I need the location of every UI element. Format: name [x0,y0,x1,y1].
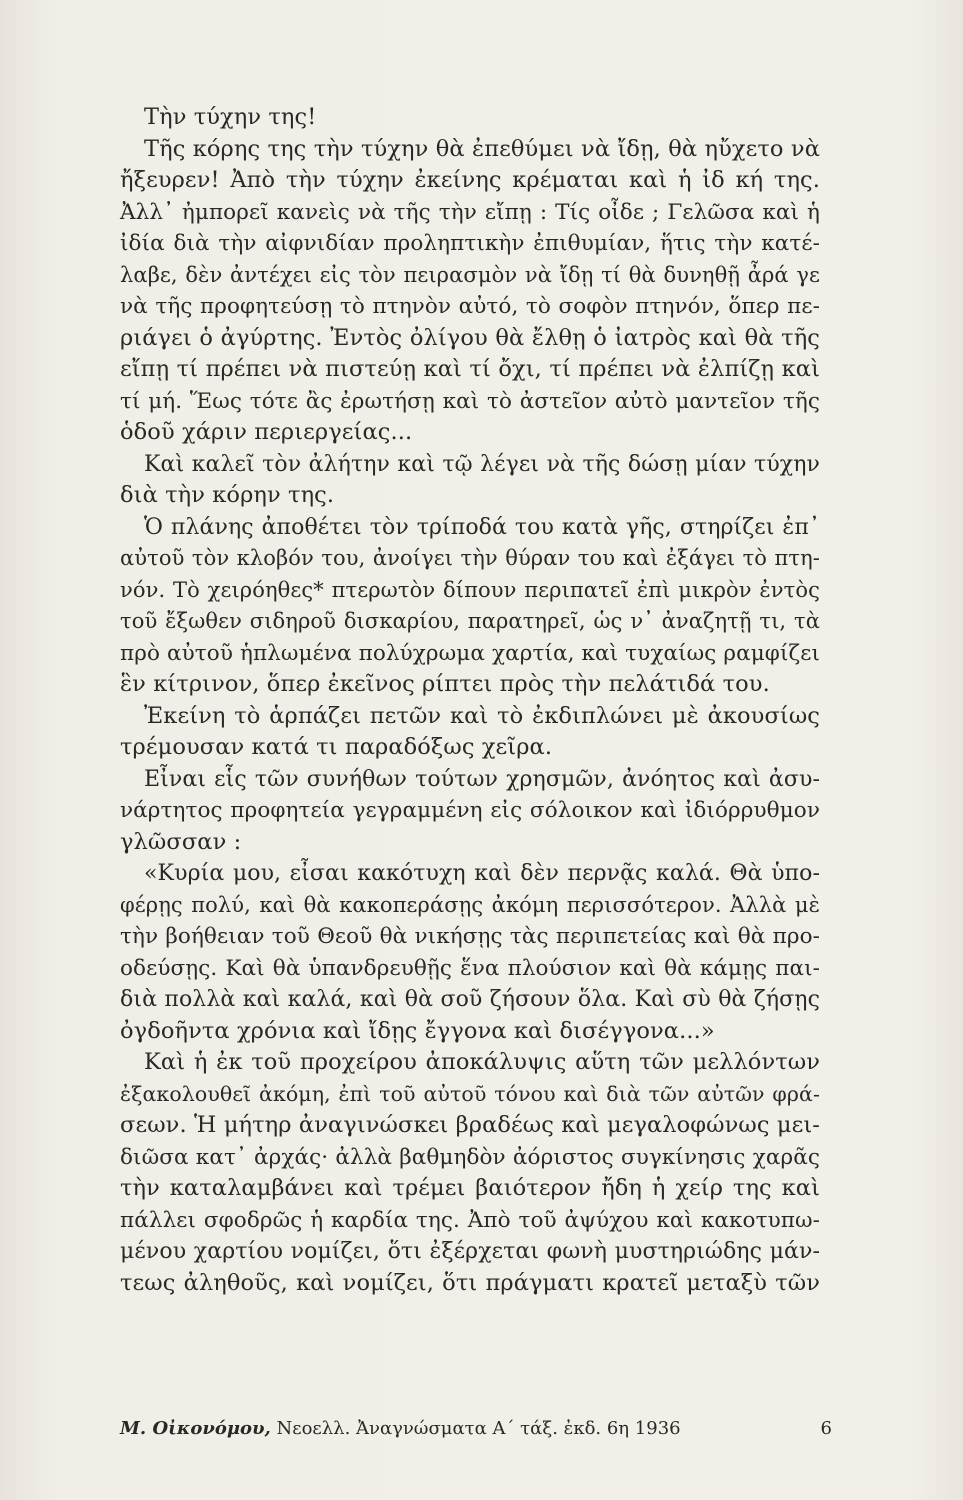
text-line: Τῆς κόρης της τὴν τύχην θὰ ἐπεθύμει νὰ ἴδῃ, θὰ ηὔχετο νὰ [144,135,820,162]
text-line: Ἐκείνη τὸ ἁρπάζει πετῶν καὶ τὸ ἐκδιπλώνει μὲ ἀκουσίως [144,702,820,729]
footer-title: Νεοελλ. Ἀναγνώσματα Α΄ τάξ. ἐκδ. 6η 1936 [276,1418,681,1439]
text-line: Εἶναι εἷς τῶν συνήθων τούτων χρησμῶν, ἀνόητος καὶ ἀσυ- [144,766,820,792]
text-line: πρὸ αὐτοῦ ἡπλωμένα πολύχρωμα χαρτία, καὶ τυχαίως ραμφίζει [120,640,820,666]
text-line: ὁδοῦ χάριν περιεργείας... [120,419,413,445]
text-line: τοῦ ἔξωθεν σιδηροῦ δισκαρίου, παρατηρεῖ, ὡς ν᾽ ἀναζητῇ τι, τὰ [120,609,820,633]
text-line: Καὶ καλεῖ τὸν ἀλήτην καὶ τῷ λέγει νὰ τῆς δώσῃ μίαν τύχην [144,451,820,477]
text-line: σεων. Ἡ μήτηρ ἀναγινώσκει βραδέως καὶ μεγαλοφώνως μει- [120,1112,820,1138]
footer-author: Μ. Οἰκονόμου, [120,1418,271,1439]
text-line: Ἀλλ᾽ ἠμπορεῖ κανεὶς νὰ τῆς τὴν εἴπῃ : Τίς οἶδε ; Γελῶσα καὶ ἡ [120,199,820,225]
text-line: ριάγει ὁ ἀγύρτης. Ἐντὸς ὀλίγου θὰ ἔλθῃ ὁ ἰατρὸς καὶ θὰ τῆς [120,324,820,351]
text-line: «Κυρία μου, εἶσαι κακότυχη καὶ δὲν περνᾷς καλά. Θὰ ὑπο- [144,861,820,886]
text-line: ἓν κίτρινον, ὅπερ ἐκεῖνος ρίπτει πρὸς τὴν πελάτιδά του. [120,671,770,697]
text-line: γλῶσσαν : [120,828,242,855]
text-line: τὴν βοήθειαν τοῦ Θεοῦ θὰ νικήσῃς τὰς περιπετείας καὶ θὰ προ- [120,924,820,949]
text-line: πάλλει σφοδρῶς ἡ καρδία της. Ἀπὸ τοῦ ἀψύχου καὶ κακοτυπω- [120,1207,820,1233]
text-line: διὰ πολλὰ καὶ καλά, καὶ θὰ σοῦ ζήσουν ὅλα. Καὶ σὺ θὰ ζήσῃς [120,987,820,1012]
page-footer [120,1418,832,1448]
text-line: αὐτοῦ τὸν κλοβόν του, ἀνοίγει τὴν θύραν του καὶ ἐξάγει τὸ πτη- [120,546,820,570]
text-line: λαβε, δὲν ἀντέχει εἰς τὸν πειρασμὸν νὰ ἴδῃ τί θὰ δυνηθῇ ἆρά γε [120,262,820,287]
text-line: Τὴν τύχην της! [144,104,317,130]
text-line: τί μή. Ἕως τότε ἂς ἐρωτήσῃ καὶ τὸ ἀστεῖον αὐτὸ μαντεῖον τῆς [120,388,820,414]
text-line: μένου χαρτίου νομίζει, ὅτι ἐξέρχεται φωνὴ μυστηριώδης μάν- [120,1239,820,1264]
text-line: νόν. Τὸ χειρόηθες* πτερωτὸν δίπουν περιπατεῖ ἐπὶ μικρὸν ἐντὸς [120,577,820,602]
text-line: ἤξευρεν! Ἀπὸ τὴν τύχην ἐκείνης κρέμαται καὶ ἡ ἰδ κή της. [120,167,820,193]
text-line: εἴπῃ τί πρέπει νὰ πιστεύῃ καὶ τί ὄχι, τί πρέπει νὰ ἐλπίζῃ καὶ [120,356,820,382]
text-line: φέρῃς πολύ, καὶ θὰ κακοπεράσῃς ἀκόμη περισσότερον. Ἀλλὰ μὲ [120,892,820,917]
text-line: τρέμουσαν κατά τι παραδόξως χεῖρα. [120,734,553,760]
text-line: ἰδία διὰ τὴν αἰφνιδίαν προληπτικὴν ἐπιθυμίαν, ἥτις τὴν κατέ- [120,231,820,256]
text-line: τὴν καταλαμβάνει καὶ τρέμει βαιότερον ἤδη ἡ χείρ της καὶ [120,1175,820,1201]
text-line: οδεύσῃς. Καὶ θὰ ὑπανδρευθῇς ἕνα πλούσιον καὶ θὰ κάμῃς παι- [120,955,820,981]
text-line: ὀγδοῆντα χρόνια καὶ ἴδῃς ἔγγονα καὶ δισέγγονα...» [120,1017,715,1044]
text-line: νὰ τῆς προφητεύσῃ τὸ πτηνὸν αὐτό, τὸ σοφὸν πτηνόν, ὅπερ πε- [120,294,820,319]
text-line: Καὶ ἡ ἐκ τοῦ προχείρου ἀποκάλυψις αὕτη τῶν μελλόντων [144,1049,820,1075]
text-line: Ὁ πλάνης ἀποθέτει τὸν τρίποδά του κατὰ γῆς, στηρίζει ἐπ᾽ [144,514,820,540]
body-text [120,102,820,1299]
text-line: νάρτητος προφητεία γεγραμμένη εἰς σόλοικον καὶ ἰδιόρρυθμον [120,798,820,823]
page-number: 6 [820,1418,832,1439]
text-line: ἐξακολουθεῖ ἀκόμη, ἐπὶ τοῦ αὐτοῦ τόνου καὶ διὰ τῶν αὐτῶν φρά- [120,1081,820,1106]
text-line: διὰ τὴν κόρην της. [120,482,335,508]
text-line: διῶσα κατ᾽ ἀρχάς· ἀλλὰ βαθμηδὸν ἀόριστος συγκίνησις χαρᾶς [120,1144,820,1170]
text-line: τεως ἀληθοῦς, καὶ νομίζει, ὅτι πράγματι κρατεῖ μεταξὺ τῶν [120,1269,820,1296]
